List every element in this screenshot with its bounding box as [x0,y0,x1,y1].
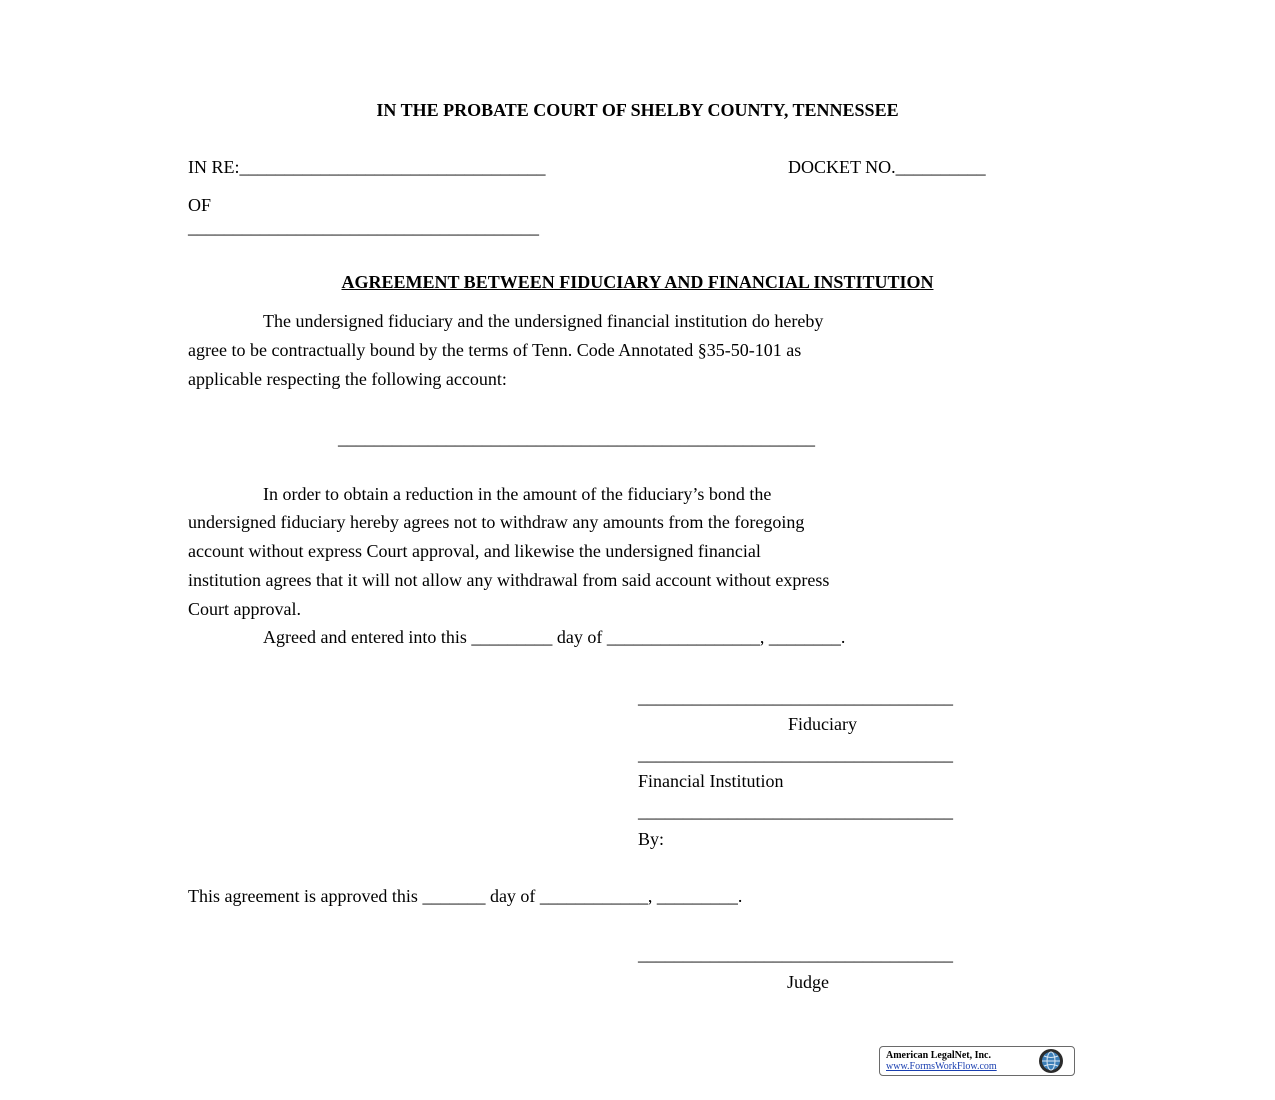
approval-date-line: This agreement is approved this _______ day of ____________, _________. [188,886,743,906]
judge-label: Judge [787,972,829,992]
by-signature-line: ___________________________________ [638,801,953,821]
of-label: OF [188,195,212,215]
paragraph-2-line-4: institution agrees that it will not allow any withdrawal from said account without express [188,570,830,590]
docket-number-field: DOCKET NO.__________ [788,157,986,177]
by-label: By: [638,829,665,849]
logo-company-name: American LegalNet, Inc. [886,1050,991,1061]
american-legalnet-logo [879,1046,1075,1076]
court-heading: IN THE PROBATE COURT OF SHELBY COUNTY, TENNESSEE [376,100,899,120]
account-line: _____________________________________________________ [338,428,815,448]
financial-institution-signature-line: ___________________________________ [638,744,953,764]
financial-institution-label: Financial Institution [638,771,784,791]
globe-icon [1038,1048,1064,1074]
fiduciary-signature-line: ___________________________________ [638,687,953,707]
paragraph-2-line-2: undersigned fiduciary hereby agrees not to withdraw any amounts from the foregoing [188,512,805,532]
paragraph-1-line-3: applicable respecting the following account: [188,369,507,389]
agreed-date-line: Agreed and entered into this _________ day of _________________, ________. [263,627,846,647]
paragraph-2-line-5: Court approval. [188,599,301,619]
document-title: AGREEMENT BETWEEN FIDUCIARY AND FINANCIAL INSTITUTION [341,272,934,292]
paragraph-1-line-2: agree to be contractually bound by the terms of Tenn. Code Annotated §35-50-101 as [188,340,802,360]
judge-signature-line: ___________________________________ [638,944,953,964]
logo-website-link[interactable]: www.FormsWorkFlow.com [886,1061,997,1072]
in-re-field: IN RE:__________________________________ [188,157,546,177]
of-name-line: _______________________________________ [188,217,539,237]
fiduciary-label: Fiduciary [788,714,857,734]
paragraph-2-line-1: In order to obtain a reduction in the amount of the fiduciary’s bond the [263,484,772,504]
paragraph-1-line-1: The undersigned fiduciary and the undersigned financial institution do hereby [263,311,824,331]
paragraph-2-line-3: account without express Court approval, and likewise the undersigned financial [188,541,761,561]
